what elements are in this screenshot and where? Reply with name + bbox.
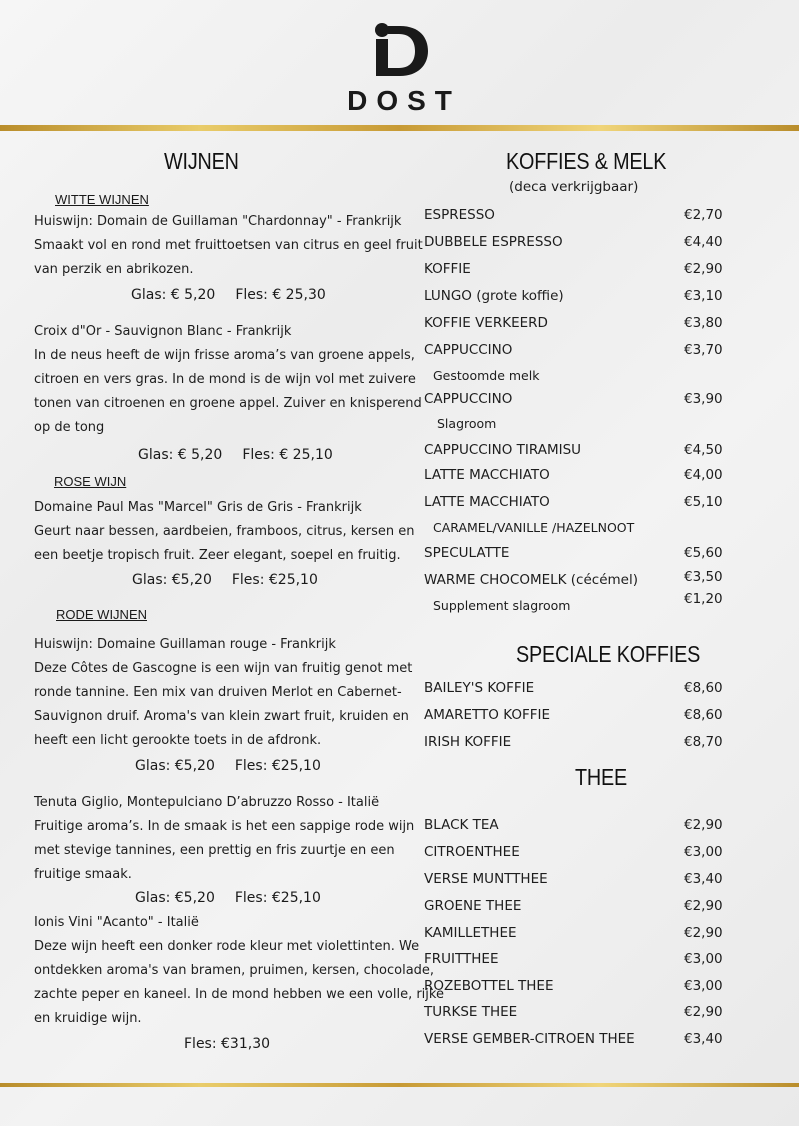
bottle-price: Fles: €25,10 [231,572,318,588]
glass-price: Glas: €5,20 [135,758,215,774]
glass-price: Glas: €5,20 [135,890,215,906]
wine-name: Ionis Vini "Acanto" - Italië [34,915,199,930]
menu-item: LATTE MACCHIATO [424,467,550,483]
menu-price: €8,70 [684,734,723,750]
wine-price-line [138,447,333,463]
wine-description: heeft een licht gerookte toets in de afdronk. [34,733,322,748]
menu-price: €3,40 [684,1031,723,1047]
menu-item: FRUITTHEE [424,951,499,967]
menu-item-note: Gestoomde melk [433,368,540,383]
bottle-price: Fles: €25,10 [234,758,321,774]
glass-price: Glas: € 5,20 [138,447,223,463]
menu-item: VERSE MUNTTHEE [424,871,548,887]
wines-title: WIJNEN [164,148,239,174]
menu-price: €2,90 [684,925,723,941]
menu-price: €3,00 [684,978,723,994]
wine-description: ronde tannine. Een mix van druiven Merlot en Cabernet- [34,685,402,700]
menu-item: LATTE MACCHIATO [424,494,550,510]
wine-description: Sauvignon druif. Aroma's van klein zwart fruit, kruiden en [34,709,409,724]
red-wines-heading: RODE WIJNEN [56,607,147,622]
wine-description: ontdekken aroma's van bramen, pruimen, kersen, chocolade, [34,963,435,978]
special-coffee-title: SPECIALE KOFFIES [516,641,701,667]
wine-description: In de neus heeft de wijn frisse aroma’s van groene appels, [34,348,415,363]
wine-description: Fruitige aroma’s. In de smaak is het een sappige rode wijn [34,819,415,834]
menu-price: €2,90 [684,1004,723,1020]
menu-price: €2,70 [684,207,723,223]
menu-item: BLACK TEA [424,817,499,833]
wine-price-line [131,287,326,303]
wine-description: Geurt naar bessen, aardbeien, framboos, citrus, kersen en [34,524,415,539]
top-gold-divider [0,125,799,131]
menu-price: €3,00 [684,844,723,860]
menu-price: €3,10 [684,288,723,304]
wine-name: Huiswijn: Domain de Guillaman "Chardonnay" - Frankrijk [34,214,402,229]
coffee-subtitle: (deca verkrijgbaar) [509,179,639,195]
menu-item: WARME CHOCOMELK (cécémel) [424,572,638,588]
menu-price: €3,40 [684,871,723,887]
wine-name: Croix d"Or - Sauvignon Blanc - Frankrijk [34,324,292,339]
menu-item: KOFFIE VERKEERD [424,315,548,331]
menu-price: €3,90 [684,391,723,407]
menu-price: €4,00 [684,467,723,483]
menu-item: CAPPUCCINO [424,342,513,358]
menu-item: ROZEBOTTEL THEE [424,978,554,994]
bottle-price: Fles: € 25,30 [235,287,326,303]
menu-item: IRISH KOFFIE [424,734,512,750]
menu-price: €3,50 [684,569,723,585]
menu-price: €4,50 [684,442,723,458]
glass-price: Glas: € 5,20 [131,287,216,303]
glass-price: Glas: €5,20 [132,572,212,588]
menu-price: €4,40 [684,234,723,250]
brand-name: DOST [347,85,461,116]
menu-price: €3,70 [684,342,723,358]
menu-price: €5,60 [684,545,723,561]
wine-name: Domaine Paul Mas "Marcel" Gris de Gris - Frankrijk [34,500,362,515]
rose-wine-heading: ROSE WIJN [54,474,127,489]
wine-description: fruitige smaak. [34,867,132,882]
menu-item: DUBBELE ESPRESSO [424,234,563,250]
wine-description: tonen van citroenen en groene appel. Zuiver en knisperend [34,396,422,411]
menu-note-price: €1,20 [684,591,723,607]
wine-description: Deze wijn heeft een donker rode kleur met violettinten. We [34,939,420,954]
wine-price-line [135,758,321,774]
tea-title: THEE [575,764,628,790]
wine-name: Huiswijn: Domaine Guillaman rouge - Frankrijk [34,637,336,652]
menu-item: SPECULATTE [424,545,510,561]
menu-price: €8,60 [684,680,723,696]
wine-description: op de tong [34,420,105,435]
menu-price: €8,60 [684,707,723,723]
menu-item: GROENE THEE [424,898,522,914]
menu-item-note: Supplement slagroom [433,598,571,613]
menu-item-note: CARAMEL/VANILLE /HAZELNOOT [433,520,635,535]
menu-item: ESPRESSO [424,207,495,223]
wine-description: Deze Côtes de Gascogne is een wijn van fruitig genot met [34,661,413,676]
wine-description: een beetje tropisch fruit. Zeer elegant, soepel en fruitig. [34,548,401,563]
wine-description: met stevige tannines, een prettig en fris zuurtje en een [34,843,395,858]
menu-price: €3,80 [684,315,723,331]
menu-item: AMARETTO KOFFIE [424,707,550,723]
wine-description: zachte peper en kaneel. In de mond hebben we een volle, rijke [34,987,444,1002]
bottle-price: Fles: €25,10 [234,890,321,906]
wine-description: Smaakt vol en rond met fruittoetsen van citrus en geel fruit [34,238,423,253]
menu-price: €2,90 [684,817,723,833]
menu-price: €2,90 [684,898,723,914]
menu-item: LUNGO (grote koffie) [424,288,564,304]
wine-description: citroen en vers gras. In de mond is de wijn vol met zuivere [34,372,416,387]
menu-item: KOFFIE [424,261,471,277]
menu-price: €5,10 [684,494,723,510]
menu-price: €3,00 [684,951,723,967]
wine-price-line [132,572,318,588]
bottle-price: Fles: €31,30 [184,1036,271,1052]
menu-item: CAPPUCCINO [424,391,513,407]
menu-item: CAPPUCCINO TIRAMISU [424,442,582,458]
wine-price-line [135,890,321,906]
menu-item: BAILEY'S KOFFIE [424,680,535,696]
coffee-title: KOFFIES & MELK [506,148,667,174]
bottom-gold-divider [0,1083,799,1087]
menu-item: KAMILLETHEE [424,925,517,941]
menu-item: VERSE GEMBER-CITROEN THEE [424,1031,635,1047]
wine-description: van perzik en abrikozen. [34,262,194,277]
bottle-price: Fles: € 25,10 [242,447,333,463]
wine-name: Tenuta Giglio, Montepulciano D’abruzzo Rosso - Italië [34,795,380,810]
menu-price: €2,90 [684,261,723,277]
menu-item: CITROENTHEE [424,844,520,860]
wine-description: en kruidige wijn. [34,1011,142,1026]
dost-logo-icon [370,22,430,78]
menu-item-note: Slagroom [437,416,497,431]
menu-item: TURKSE THEE [424,1004,518,1020]
white-wines-heading: WITTE WIJNEN [55,192,149,207]
